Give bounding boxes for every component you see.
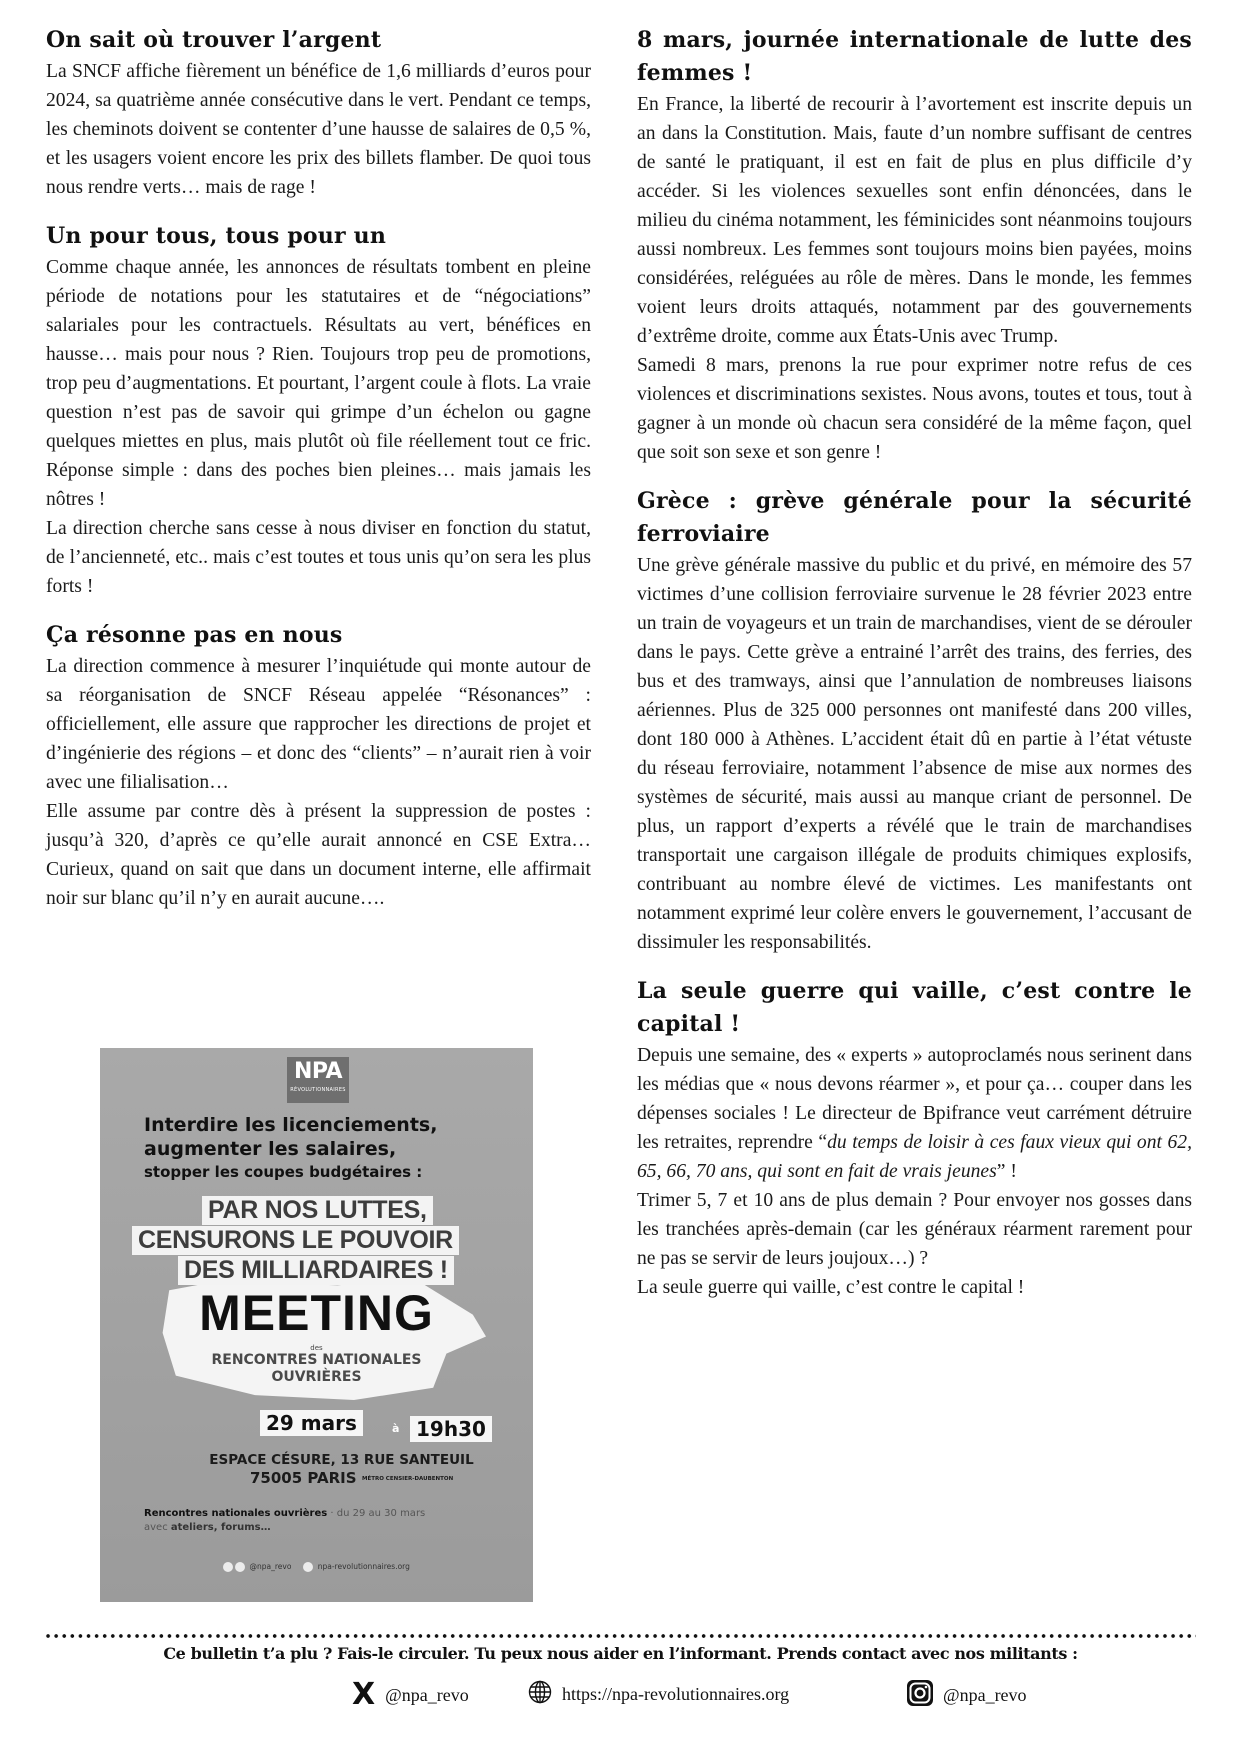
- meeting-title: MEETING: [199, 1285, 434, 1341]
- event-address: ESPACE CÉSURE, 13 RUE SANTEUIL: [209, 1452, 474, 1468]
- article-paragraph: Trimer 5, 7 et 10 ans de plus demain ? Pour envoyer nos gosses dans les tranchées après-demain (car les généraux réarment rarement pour ne pas se servir de leurs joujoux…) ?: [637, 1190, 1192, 1269]
- left-column: [46, 24, 591, 931]
- article-paragraph: Une grève générale massive du public et du privé, en mémoire des 57 victimes d’une collision ferroviaire survenue le 28 février 2023 entre un train de voyageurs et un train de marchandises, vient de se dérouler dans le pays. Cette grève a entrainé l’arrêt des trains, des ferries, des bus et des tramways, ainsi que l’annulation de nombreuses liaisons aériennes. Plus de 325 000 personnes ont manifesté dans 200 villes, dont 180 000 à Athènes. L’accident était dû en partie à l’état vétuste du réseau ferroviaire, notamment l’absence de mise aux normes des systèmes de sécurité, mais aussi au manque criant de personnel. De plus, un rapport d’experts a révélé que le train de marchandises transportait une cargaison illégale de produits chimiques explosifs, contribuant au nombre élevé de victimes. Les manifestants ont notamment exprimé leur colère envers le gouvernement, l’accusant de dissimuler les responsabilités.: [637, 555, 1192, 953]
- x-link[interactable]: X @npa_revo: [352, 1677, 469, 1712]
- website-link[interactable]: https://npa-revolutionnaires.org: [528, 1680, 789, 1709]
- x-logo-icon: X: [352, 1677, 376, 1712]
- poster-social: @npa_revo npa-revolutionnaires.org: [100, 1562, 533, 1572]
- instagram-icon: [223, 1562, 233, 1572]
- event-city: 75005 PARIS: [250, 1469, 357, 1487]
- instagram-link[interactable]: @npa_revo: [907, 1680, 1027, 1711]
- article-title: Ça résonne pas en nous: [46, 622, 343, 648]
- footer-message: Ce bulletin t’a plu ? Fais-le circuler. Tu peux nous aider en l’informant. Prends contact avec nos militants :: [163, 1644, 1078, 1663]
- poster-slogan: CENSURONS LE POUVOIR: [132, 1226, 459, 1255]
- meeting-poster: NPA RÉVOLUTIONNAIRES Interdire les licenciements, augmenter les salaires, stopper les coupes budgétaires : PAR NOS LUTTES, CENSURONS LE POUVOIR DES MILLIARDAIRES ! MEETING des RENCONTRES NATIONALES OUVRIÈRES 29 mars à 19h30 ESPACE CÉSURE, 13 RUE SANTEUIL 75005 PARIS MÉTRO CENSIER-DAUBENTON Rencontres nationales ouvrières · du 29 au 30 mars avec ateliers, forums… @npa_revo npa-revolutionnaires.org: [100, 1048, 533, 1602]
- article-guerre-capital: [637, 975, 1192, 1302]
- article-paragraph: La direction commence à mesurer l’inquiétude qui monte autour de sa réorganisation de SNCF Réseau appelée “Résonances” : officiellement, elle assure que rapprocher les directions de projet et d’ingénierie des régions – et donc des “clients” – n’aurait rien à voir avec une filialisation…: [46, 656, 591, 793]
- event-activities: avec ateliers, forums…: [144, 1522, 271, 1533]
- poster-slogan: DES MILLIARDAIRES !: [178, 1256, 454, 1285]
- article-title: Grèce : grève générale pour la sécurité ferroviaire: [637, 488, 1192, 547]
- article-title: La seule guerre qui vaille, c’est contre le capital !: [637, 978, 1192, 1037]
- x-logo-icon: [235, 1562, 245, 1572]
- article-title: On sait où trouver l’argent: [46, 27, 382, 53]
- poster-headline: Interdire les licenciements,: [144, 1114, 438, 1136]
- globe-icon: [303, 1562, 313, 1572]
- article-paragraph: Comme chaque année, les annonces de résultats tombent en pleine période de notations pour les statutaires et de “négociations” salariales pour les contractuels. Résultats au vert, bénéfices en hausse… mais pour nous ? Rien. Toujours trop peu de promotions, trop peu d’augmentations. Et pourtant, l’argent coule à flots. La vraie question n’est pas de savoir qui grimpe d’un échelon ou gagne quelques miettes en plus, mais plutôt où file réellement tout ce fric. Réponse simple : dans des poches bien pleines… mais jamais les nôtres !: [46, 257, 591, 510]
- article-paragraph: Elle assume par contre dès à présent la suppression de postes : jusqu’à 320, d’après ce qu’elle aurait annoncé en CSE Extra… Curieux, quand on sait que dans un document interne, elle affirmait noir sur blanc qu’il n’y en aurait aucune….: [46, 801, 591, 909]
- article-paragraph: La SNCF affiche fièrement un bénéfice de 1,6 milliards d’euros pour 2024, sa quatrième année consécutive dans le vert. Pendant ce temps, les cheminots doivent se contenter d’une hausse de salaires de 0,5 %, et les usagers voient encore les prix des billets flamber. De quoi tous nous rendre verts… mais de rage !: [46, 61, 591, 198]
- article-un-pour-tous: [46, 220, 591, 601]
- footer-links: [0, 1677, 1241, 1720]
- poster-headline: augmenter les salaires,: [144, 1138, 397, 1160]
- article-paragraph: La seule guerre qui vaille, c’est contre le capital !: [637, 1277, 1025, 1298]
- article-paragraph: La direction cherche sans cesse à nous diviser en fonction du statut, de l’ancienneté, etc.. mais c’est toutes et tous unis qu’on sera les plus forts !: [46, 518, 591, 597]
- article-title: Un pour tous, tous pour un: [46, 223, 387, 249]
- poster-headline: stopper les coupes budgétaires :: [144, 1163, 423, 1181]
- event-time: 19h30: [410, 1416, 492, 1442]
- event-metro: MÉTRO CENSIER-DAUBENTON: [362, 1476, 454, 1482]
- article-grece: [637, 485, 1192, 957]
- instagram-icon: [907, 1680, 933, 1711]
- article-paragraph: Depuis une semaine, des « experts » autoproclamés nous serinent dans les médias que « nous devons réarmer », et pour ça… couper dans les dépenses sociales ! Le directeur de Bpifrance veut carrément détruire les retraites, reprendre “du temps de loisir à ces faux vieux qui ont 62, 65, 66, 70 ans, qui sont en fait de vrais jeunes” !: [637, 1045, 1192, 1182]
- article-8-mars: [637, 24, 1192, 467]
- article-resonne: [46, 619, 591, 913]
- poster-slogan: PAR NOS LUTTES,: [202, 1196, 433, 1225]
- quote-italic: du temps de loisir à ces faux vieux qui ont 62, 65, 66, 70 ans, qui sont en fait de vrais jeunes: [637, 1132, 1192, 1182]
- event-date: 29 mars: [260, 1410, 363, 1436]
- event-subtitle: RENCONTRES NATIONALES OUVRIÈRES: [211, 1352, 422, 1385]
- article-title: 8 mars, journée internationale de lutte des femmes !: [637, 27, 1192, 86]
- article-paragraph: En France, la liberté de recourir à l’avortement est inscrite depuis un an dans la Constitution. Mais, faute d’un nombre suffisant de centres de santé le pratiquant, il est en fait de plus en plus difficile d’y accéder. Si les violences sexuelles sont enfin dénoncées, dans le milieu du cinéma notamment, les féminicides sont néanmoins toujours aussi nombreux. Les femmes sont toujours moins bien payées, moins considérées, reléguées au rôle de mères. Dans le monde, les femmes voient leurs droits attaqués, notamment par des gouvernements d’extrême droite, comme aux États-Unis avec Trump.: [637, 94, 1192, 347]
- article-paragraph: Samedi 8 mars, prenons la rue pour exprimer notre refus de ces violences et discriminations sexistes. Nous avons, toutes et tous, tout à gagner à un monde où chacun sera considéré de la même façon, quel que soit son sexe et son genre !: [637, 355, 1192, 463]
- right-column: [637, 24, 1192, 1320]
- article-argent: [46, 24, 591, 202]
- dotted-divider: [44, 1633, 1196, 1639]
- event-description: Rencontres nationales ouvrières · du 29 au 30 mars: [144, 1508, 426, 1519]
- npa-logo: NPA RÉVOLUTIONNAIRES: [287, 1057, 349, 1103]
- globe-icon: [528, 1680, 552, 1709]
